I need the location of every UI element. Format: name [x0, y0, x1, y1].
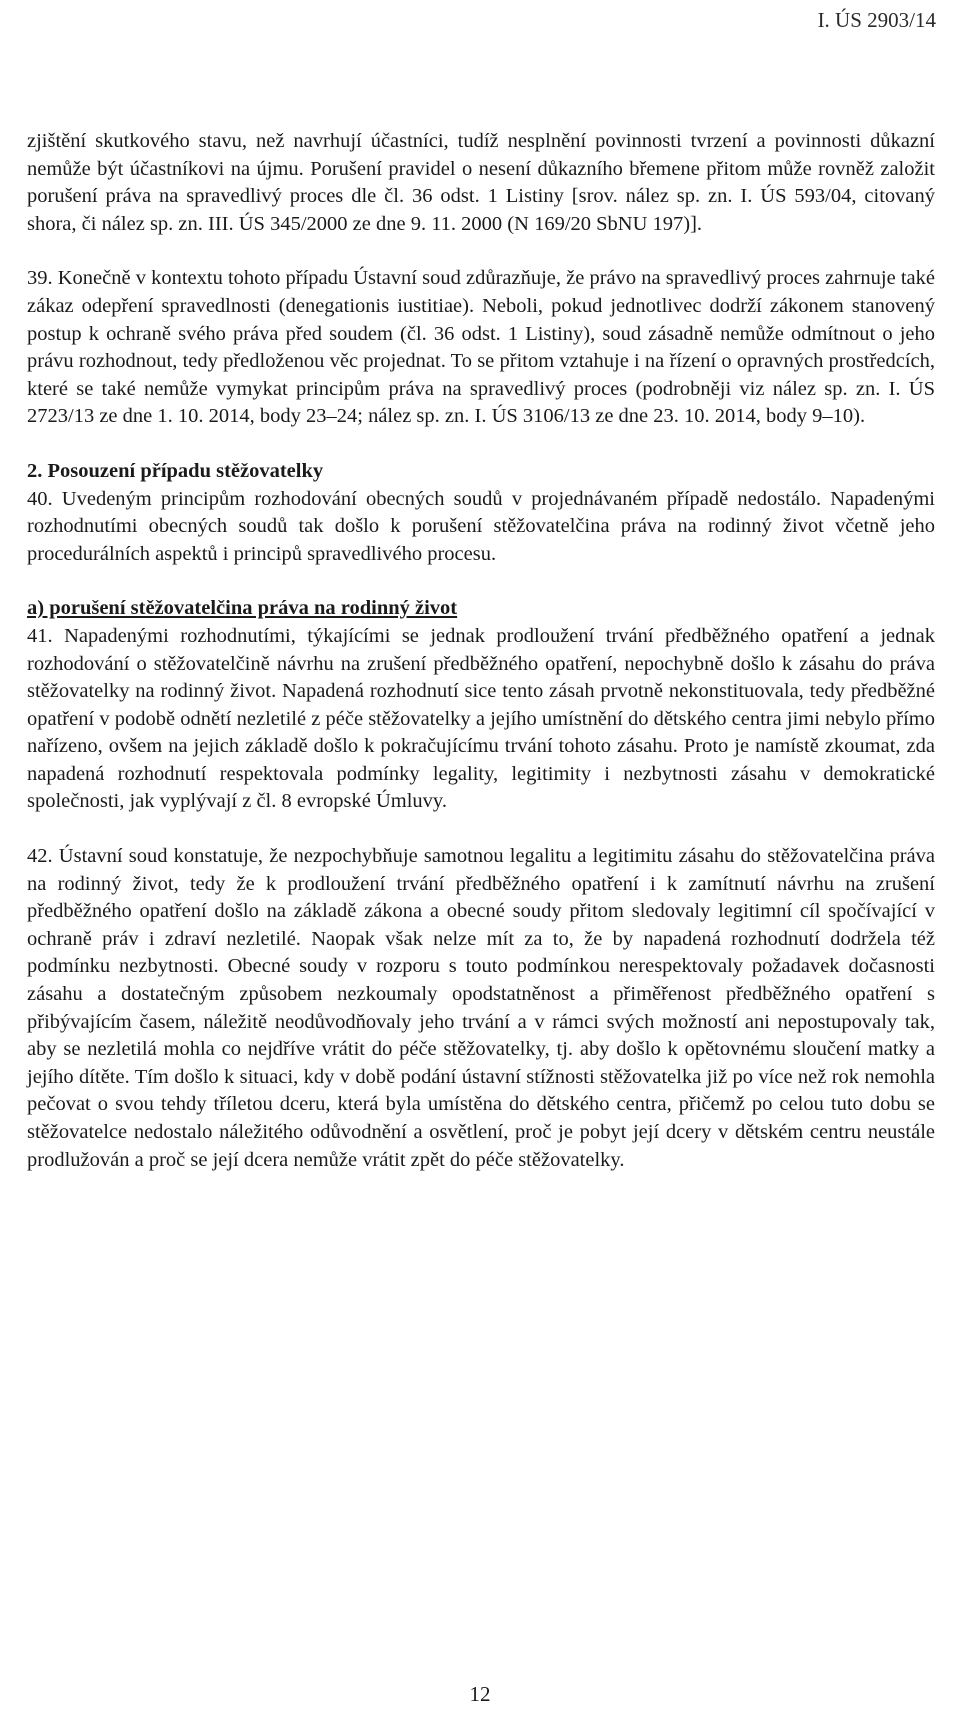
paragraph-42: 42. Ústavní soud konstatuje, že nezpochybňuje samotnou legalitu a legitimitu zásahu do stěžovatelčina práva na rodinný život, tedy že k prodloužení trvání předběžného opatření i k zamítnutí návrhu na zrušení předběžného opatření došlo na základě zákona a obecné soudy přitom sledovaly legitimní cíl spočívající v ochraně práv i zdraví nezletilé. Naopak však nelze mít za to, že by napadená rozhodnutí dodržela též podmínku nezbytnosti. Obecné soudy v rozporu s touto podmínkou nerespektovaly požadavek dočasnosti zásahu a dostatečným způsobem nezkoumaly opodstatněnost a přiměřenost předběžného opatření s přibývajícím časem, náležitě neodůvodňovaly jeho trvání a v rámci svých možností ani nepostupovaly tak, aby se nezletilá mohla co nejdříve vrátit do péče stěžovatelky, tj. aby došlo k opětovnému sloučení matky a jejího dítěte. Tím došlo k situaci, kdy v době podání ústavní stížnosti stěžovatelka již po více než rok nemohla pečovat o svou tehdy tříletou dceru, která byla umístěna do dětského centra, přičemž po celou tuto dobu se stěžovatelce nedostalo náležitého odůvodnění a osvětlení, proč je pobyt její dcery v dětském centru neustále prodlužován a proč se její dcera nemůže vrátit zpět do péče stěžovatelky. — [27, 845, 935, 1171]
paragraph-gap — [27, 238, 935, 265]
page-number: 12 — [469, 1682, 491, 1706]
section-heading-2: 2. Posouzení případu stěžovatelky — [27, 459, 324, 482]
paragraph-41: 41. Napadenými rozhodnutími, týkajícími se jednak prodloužení trvání předběžného opatření a jednak rozhodování o stěžovatelčině návrhu na zrušení předběžného opatření, nepochybně došlo k zásahu do práva stěžovatelky na rodinný život. Napadená rozhodnutí sice tento zásah prvotně nekonstituovala, tedy předběžné opatření v podobě odnětí nezletilé z péče stěžovatelky a jejího umístnění do dětského centra jimi nebylo přímo nařízeno, ovšem na jejich základě došlo k pokračujícímu trvání tohoto zásahu. Proto je namístě zkoumat, zda napadená rozhodnutí respektovala podmínky legality, legitimity i nezbytnosti zásahu v demokratické společnosti, jak vyplývají z čl. 8 evropské Úmluvy. — [27, 624, 935, 813]
paragraph-gap — [27, 431, 935, 458]
paragraph-continuation: zjištění skutkového stavu, než navrhují účastníci, tudíž nesplnění povinnosti tvrzení a povinnosti důkazní nemůže být účastníkovi na újmu. Porušení pravidel o nesení důkazního břemene přitom může rovněž založit porušení práva na spravedlivý proces dle čl. 36 odst. 1 Listiny [srov. nález sp. zn. I. ÚS 593/04, citovaný shora, či nález sp. zn. III. ÚS 345/2000 ze dne 9. 11. 2000 (N 169/20 SbNU 197)]. — [27, 130, 935, 235]
paragraph-39: 39. Konečně v kontextu tohoto případu Ústavní soud zdůrazňuje, že právo na spravedlivý proces zahrnuje také zákaz odepření spravedlnosti (denegationis iustitiae). Neboli, pokud jednotlivec dodrží zákonem stanovený postup k ochraně svého práva před soudem (čl. 36 odst. 1 Listiny), soud zásadně nemůže odmítnout o jeho právu rozhodnout, tedy předloženou věc projednat. To se přitom vztahuje i na řízení o opravných prostředcích, které se také nemůže vymykat principům práva na spravedlivý proces (podrobněji viz nález sp. zn. I. ÚS 2723/13 ze dne 1. 10. 2014, body 23–24; nález sp. zn. I. ÚS 3106/13 ze dne 23. 10. 2014, body 9–10). — [27, 267, 935, 428]
paragraph-gap — [27, 816, 935, 843]
case-reference: I. ÚS 2903/14 — [817, 8, 936, 32]
document-body — [27, 128, 935, 1174]
paragraph-gap — [27, 568, 935, 595]
subsection-heading-a: a) porušení stěžovatelčina práva na rodinný život — [27, 597, 458, 620]
paragraph-40: 40. Uvedeným principům rozhodování obecných soudů v projednávaném případě nedostálo. Napadenými rozhodnutími obecných soudů tak došlo k porušení stěžovatelčina práva na rodinný život včetně jeho procedurálních aspektů i principů spravedlivého procesu. — [27, 487, 935, 565]
